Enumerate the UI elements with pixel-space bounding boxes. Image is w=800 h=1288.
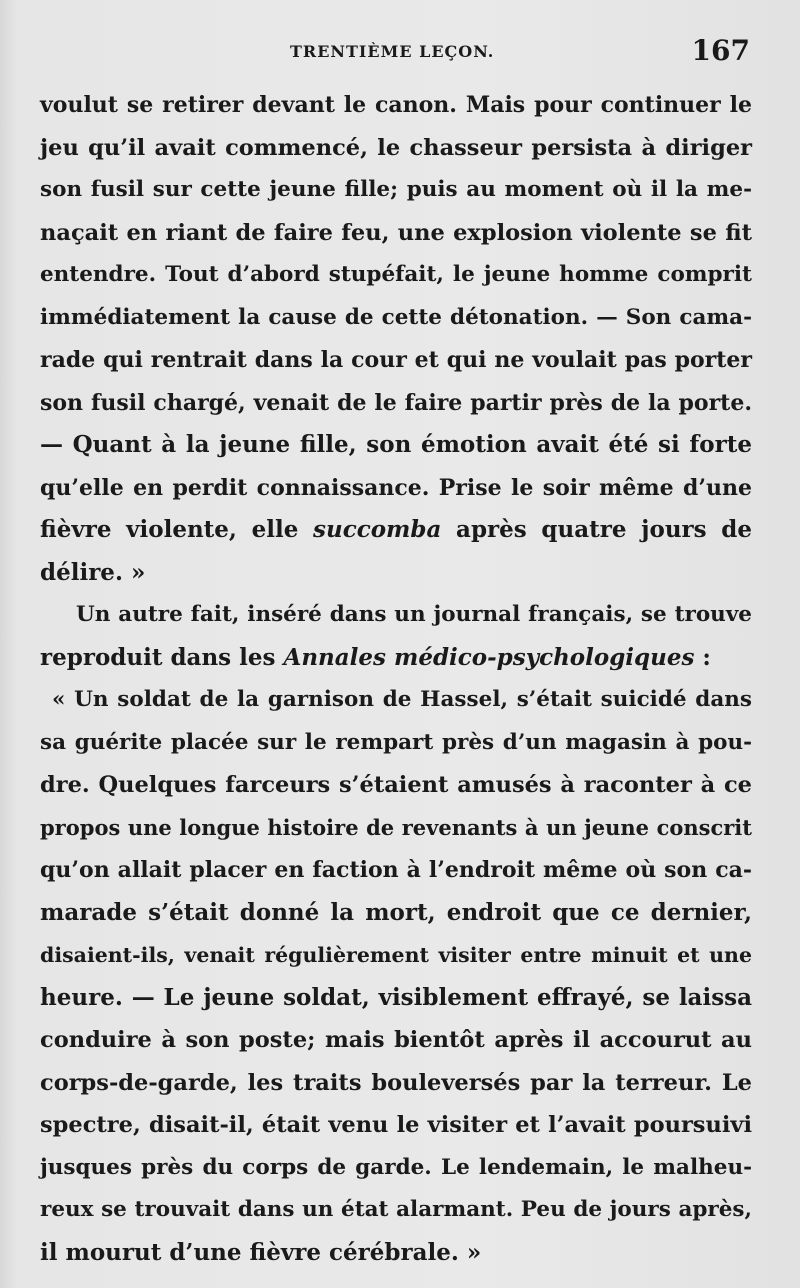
text-line: [40, 637, 752, 680]
line-text: reproduit dans les: [40, 643, 284, 671]
text-line: dre. Quelques farceurs s’étaient amusés à raconter à ce: [40, 772, 752, 798]
text-line: [40, 509, 752, 552]
text-line: naçait en riant de faire feu, une explosion violente se fit: [40, 219, 752, 246]
body-text: [40, 84, 752, 1274]
text-line: corps-de-garde, les traits bouleversés par la terreur. Le: [40, 1069, 752, 1096]
text-line: spectre, disait-il, était venu le visiter et l’avait poursuivi: [40, 1112, 752, 1138]
italic-word: succomba: [313, 516, 442, 543]
text-line: entendre. Tout d’abord stupéfait, le jeune homme comprit: [40, 262, 752, 287]
text-line: jeu qu’il avait commencé, le chasseur persista à diriger: [40, 134, 752, 161]
text-line: voulut se retirer devant le canon. Mais pour continuer le: [40, 92, 752, 118]
line-text: fièvre violente, elle: [40, 516, 314, 543]
text-line: qu’on allait placer en faction à l’endroit même où son ca-: [40, 857, 752, 883]
text-line: son fusil chargé, venait de le faire partir près de la porte.: [40, 389, 752, 416]
line-text: après quatre jours de: [441, 516, 752, 543]
text-line: conduire à son poste; mais bientôt après il accourut au: [40, 1027, 752, 1053]
text-line: reux se trouvait dans un état alarmant. Peu de jours après,: [40, 1197, 752, 1222]
text-line: marade s’était donné la mort, endroit que ce dernier,: [40, 898, 752, 926]
text-line: — Quant à la jeune fille, son émotion avait été si forte: [40, 431, 752, 458]
text-line: jusques près du corps de garde. Le lendemain, le malheu-: [40, 1154, 752, 1180]
text-line: propos une longue histoire de revenants à un jeune conscrit: [40, 814, 752, 840]
running-head: TRENTIÈME LEÇON.: [290, 42, 495, 61]
text-line: rade qui rentrait dans la cour et qui ne voulait pas porter: [40, 347, 752, 373]
page-header: [40, 36, 750, 70]
quote-first-line: « Un soldat de la garnison de Hassel, s’était suicidé dans: [52, 687, 752, 712]
text-line: il mourut d’une fièvre cérébrale. »: [40, 1238, 482, 1266]
text-line: sa guérite placée sur le rempart près d’un magasin à pou-: [40, 729, 752, 755]
text-line: qu’elle en perdit connaissance. Prise le soir même d’une: [40, 474, 752, 501]
paragraph-first-line: Un autre fait, inséré dans un journal français, se trouve: [76, 602, 752, 627]
text-line: délire. »: [40, 558, 146, 586]
text-line: disaient-ils, venait régulièrement visiter entre minuit et une: [40, 943, 752, 967]
text-line: immédiatement la cause de cette détonation. — Son cama-: [40, 304, 752, 330]
line-text: :: [694, 643, 711, 671]
text-line: son fusil sur cette jeune fille; puis au moment où il la me-: [40, 177, 752, 202]
italic-title: Annales médico-psychologiques: [283, 643, 695, 671]
page-number: 167: [691, 34, 750, 67]
text-line: heure. — Le jeune soldat, visiblement effrayé, se laissa: [40, 983, 752, 1011]
